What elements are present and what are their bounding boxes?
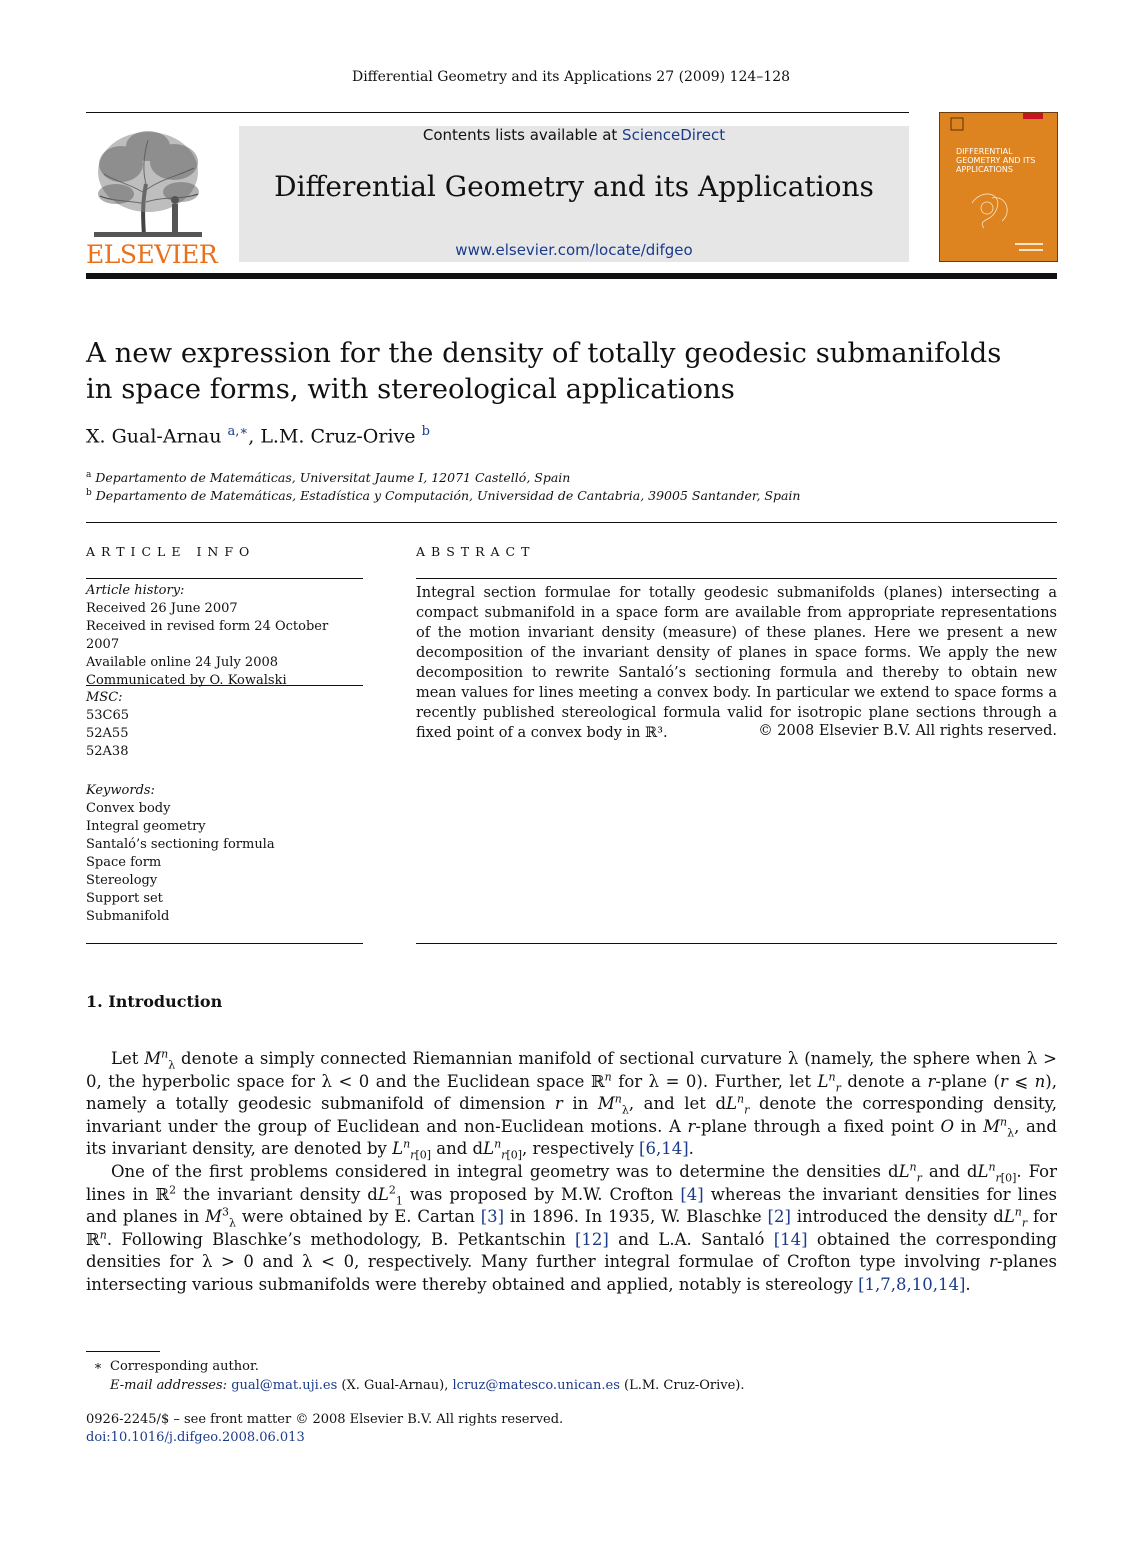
abstract-heading: ABSTRACT — [416, 544, 536, 559]
footnote-mark: ∗ — [93, 1359, 103, 1374]
journal-name: Differential Geometry and its Applications — [274, 170, 874, 203]
keyword-item: Submanifold — [86, 909, 170, 924]
keywords-label: Keywords: — [86, 783, 155, 798]
article-info-rule-bottom — [86, 943, 363, 944]
introduction-heading: 1. Introduction — [86, 992, 223, 1011]
citation-link[interactable]: [1,7,8,10,14] — [858, 1274, 966, 1294]
corresponding-author-note: Corresponding author. — [110, 1359, 259, 1374]
email-link-1[interactable]: gual@mat.uji.es — [231, 1378, 338, 1393]
author-2-marks[interactable]: b — [421, 424, 430, 439]
top-rule — [86, 112, 909, 113]
cover-figure-icon — [962, 183, 1022, 233]
history-item: Communicated by O. Kowalski — [86, 673, 287, 688]
email-label: E-mail addresses: — [110, 1378, 228, 1393]
affiliation-a-text: Departamento de Matemáticas, Universitat Jaume I, 12071 Castelló, Spain — [95, 470, 571, 486]
citation-link[interactable]: [12] — [574, 1229, 609, 1249]
article-info-rule-top — [86, 578, 363, 579]
affiliation-a — [86, 470, 570, 485]
header-thick-rule — [86, 273, 1057, 279]
keyword-item: Stereology — [86, 873, 158, 888]
author-1-marks[interactable]: a,∗ — [227, 424, 249, 439]
history-item: Available online 24 July 2008 — [86, 655, 279, 670]
abstract-text: Integral section formulae for totally geodesic submanifolds (planes) intersecting a compact submanifold in a space form are available from appropriate representations of the motion invariant density (measure) of these planes. Here we present a new decomposition of the invariant density of planes in space forms. We apply the new decomposition to rewrite Santaló’s sectioning formula and thereby to obtain new mean values for lines meeting a convex body. In particular we extend to space forms a recently published stereological formula valid for isotropic plane sections through a fixed point of a convex body in ℝ³. — [416, 585, 1057, 741]
affiliation-b — [86, 488, 800, 503]
affiliation-a-mark: a — [86, 470, 92, 480]
keyword-item: Santaló’s sectioning formula — [86, 837, 275, 852]
msc-codes — [86, 689, 363, 761]
author-list — [86, 424, 430, 447]
elsevier-wordmark: ELSEVIER — [86, 240, 218, 269]
history-item: Received 26 June 2007 — [86, 601, 238, 616]
article-title-line-1: A new expression for the density of totally geodesic submanifolds — [86, 337, 1002, 369]
abstract-copyright: © 2008 Elsevier B.V. All rights reserved. — [758, 723, 1057, 739]
citation-link[interactable]: [4] — [680, 1184, 704, 1204]
cover-accent-icon — [1023, 113, 1043, 121]
affiliation-b-text: Departamento de Matemáticas, Estadística y Computación, Universidad de Cantabria, 39005 Santander, Spain — [95, 488, 801, 504]
running-head: Differential Geometry and its Applications 27 (2009) 124–128 — [351, 69, 791, 85]
msc-item: 52A38 — [86, 744, 129, 759]
section-rule — [86, 522, 1057, 523]
footnote-rule — [86, 1351, 160, 1352]
contents-line — [239, 126, 909, 144]
author-separator: , — [248, 425, 261, 448]
article-history — [86, 582, 363, 690]
keyword-item: Space form — [86, 855, 162, 870]
keyword-item: Integral geometry — [86, 819, 206, 834]
abstract-rule-top — [416, 578, 1057, 579]
journal-url-link[interactable]: www.elsevier.com/locate/difgeo — [455, 241, 693, 259]
sciencedirect-link[interactable]: ScienceDirect — [622, 126, 726, 144]
citation-link[interactable]: [3] — [480, 1207, 505, 1227]
article-info-heading: ARTICLE INFO — [86, 544, 256, 559]
citation-link[interactable]: [14] — [773, 1229, 808, 1249]
history-item: Received in revised form 24 October 2007 — [86, 619, 329, 652]
abstract-rule-bottom — [416, 943, 1057, 944]
cover-title: DIFFERENTIAL GEOMETRY AND ITS APPLICATIONS — [956, 147, 1036, 174]
introduction-paragraph-2: One of the first problems considered in integral geometry was to determine the densities $dL^n_r$ and $dL^n_{r[0]}$. For lines in ℝ$^2$ the invariant density $dL^2_1$ was proposed by M.W. Crofton [4] whereas the invariant densities for lines and planes in $M^3_\lambda$ were obtained by E. Cartan [3] in 1896. In 1935, W. Blaschke [2] introduced the density $dL^n_r$ for ℝ$^n$. Following Blaschke’s methodology, B. Petkantschin [12] and L.A. Santaló [14] obtained the corresponding densities for λ > 0 and λ < 0, respectively. Many further integral formulae of Crofton type involving r-planes intersecting various submanifolds were thereby obtained and applied, notably is stereology [1,7,8,10,14]. — [86, 1160, 1057, 1294]
email-owner-2: (L.M. Cruz-Orive). — [619, 1378, 745, 1393]
history-label: Article history: — [86, 583, 185, 598]
journal-cover — [939, 112, 1058, 262]
author-2: L.M. Cruz-Orive — [260, 425, 416, 448]
cover-logo-icon — [950, 117, 964, 131]
email-owner-1: (X. Gual-Arnau), — [337, 1378, 453, 1393]
citation-link[interactable]: [2] — [767, 1207, 791, 1227]
msc-label: MSC: — [86, 690, 123, 705]
doi-link[interactable]: doi:10.1016/j.difgeo.2008.06.013 — [86, 1430, 305, 1445]
introduction-paragraph-1: Let $M^n_\lambda$ denote a simply connected Riemannian manifold of sectional curvature λ (namely, the sphere when λ > 0, the hyperbolic space for λ < 0 and the Euclidean space ℝ$^n$ for λ = 0). Further, let $L^n_r$ denote a r-plane (r ⩽ n), namely a totally geodesic submanifold of dimension r in $M^n_\lambda$, and let $dL^n_r$ denote the corresponding density, invariant under the group of Euclidean and non-Euclidean motions. A r-plane through a fixed point O in $M^n_\lambda$, and its invariant density, are denoted by $L^n_{r[0]}$ and $dL^n_{r[0]}$, respectively [6,14]. — [86, 1047, 1058, 1162]
issn-line: 0926-2245/$ – see front matter © 2008 Elsevier B.V. All rights reserved. — [86, 1412, 564, 1427]
email-link-2[interactable]: lcruz@matesco.unican.es — [452, 1378, 620, 1393]
cover-imprint-icon — [1015, 241, 1045, 255]
affiliation-b-mark: b — [86, 488, 92, 498]
keyword-item: Convex body — [86, 801, 171, 816]
article-title-line-2: in space forms, with stereological applications — [86, 373, 735, 405]
msc-item: 53C65 — [86, 708, 130, 723]
citation-link[interactable]: [6,14] — [639, 1139, 689, 1159]
msc-item: 52A55 — [86, 726, 129, 741]
keyword-item: Support set — [86, 891, 163, 906]
footnote — [86, 1357, 744, 1395]
author-1: X. Gual-Arnau — [86, 425, 222, 448]
contents-prefix: Contents lists available at — [422, 126, 623, 144]
introduction-body — [86, 1048, 1057, 1297]
article-title — [86, 335, 1086, 407]
keywords — [86, 782, 363, 926]
